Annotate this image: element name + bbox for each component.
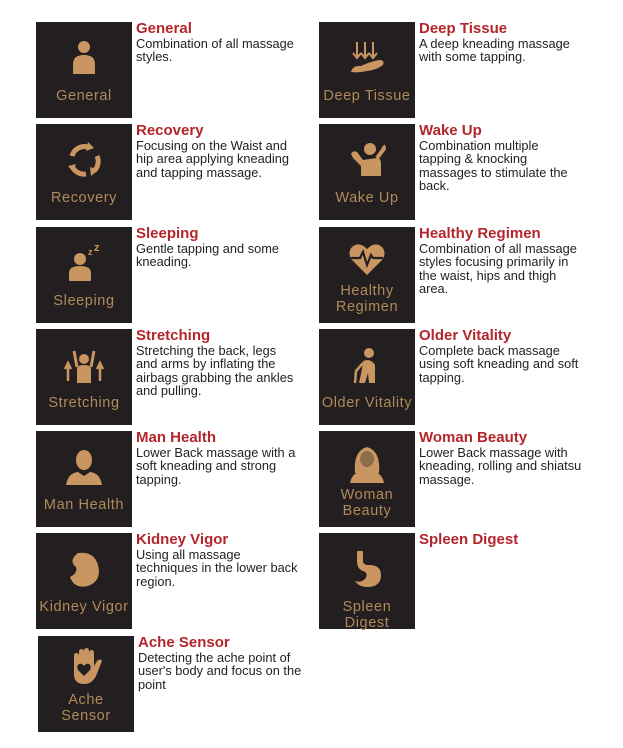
mode-description: Combination of all massage styles.	[136, 36, 294, 65]
mode-description: Detecting the ache point of user's body and focus on the point	[138, 650, 302, 692]
mode-description: A deep kneading massage with some tapping.	[419, 36, 570, 65]
tile-label: Deep Tissue	[323, 88, 411, 104]
kidney-icon	[64, 549, 104, 589]
mode-tile	[319, 329, 415, 425]
mode-description: Combination multiple tapping & knocking massages to stimulate the back.	[419, 138, 568, 194]
sleeping-icon	[64, 243, 104, 283]
svg-text:z: z	[94, 243, 100, 254]
mode-tile	[319, 22, 415, 118]
mode-title: Spleen Digest	[419, 531, 519, 548]
mode-title: Man Health	[136, 429, 217, 446]
stomach-icon	[347, 549, 387, 589]
mode-title: Older Vitality	[419, 327, 512, 344]
mode-description: Lower Back massage with kneading, rolling and shiatsu massage.	[419, 445, 582, 487]
mode-description: Combination of all massage styles focusing primarily in the waist, hips and thigh area.	[419, 241, 577, 297]
mode-title: Woman Beauty	[419, 429, 528, 446]
svg-text:z: z	[88, 247, 93, 257]
mode-title: Sleeping	[136, 225, 199, 242]
woman-icon	[347, 443, 387, 483]
mode-description: Gentle tapping and some kneading.	[136, 241, 279, 270]
mode-description: Stretching the back, legs and arms by inflating the airbags grabbing the ankles and pulling.	[136, 343, 294, 399]
mode-tile	[319, 124, 415, 220]
tile-label: Man Health	[43, 497, 125, 513]
tile-label: Wake Up	[335, 190, 399, 206]
tile-label: Sleeping	[53, 293, 115, 309]
man-icon	[64, 447, 104, 487]
elder-icon	[347, 345, 387, 385]
mode-title: Ache Sensor	[138, 634, 230, 651]
mode-title: General	[136, 20, 192, 37]
recovery-icon	[64, 140, 104, 180]
hand-heart-icon	[66, 646, 106, 686]
mode-tile	[36, 227, 132, 323]
tile-label: Ache Sensor	[61, 692, 111, 724]
tile-label: Spleen Digest	[342, 599, 392, 631]
mode-title: Recovery	[136, 122, 204, 139]
mode-tile	[36, 22, 132, 118]
mode-tile	[38, 636, 134, 732]
mode-tile	[36, 329, 132, 425]
tile-label: Stretching	[48, 395, 120, 411]
tile-label: Woman Beauty	[340, 487, 394, 519]
person-icon	[64, 38, 104, 78]
mode-description: Focusing on the Waist and hip area applying kneading and tapping massage.	[136, 138, 289, 180]
tile-label: Kidney Vigor	[39, 599, 129, 615]
mode-title: Kidney Vigor	[136, 531, 229, 548]
mode-description: Complete back massage using soft kneading and soft tapping.	[419, 343, 579, 385]
mode-title: Wake Up	[419, 122, 482, 139]
mode-title: Deep Tissue	[419, 20, 508, 37]
mode-title: Healthy Regimen	[419, 225, 541, 242]
tile-label: General	[56, 88, 112, 104]
tile-label: Recovery	[50, 190, 118, 206]
tile-label: Older Vitality	[321, 395, 413, 411]
mode-tile	[36, 431, 132, 527]
mode-title: Stretching	[136, 327, 211, 344]
tile-label: Healthy Regimen	[335, 283, 399, 315]
deep-tissue-icon	[347, 38, 387, 78]
mode-tile	[319, 533, 415, 629]
mode-tile	[36, 533, 132, 629]
heart-pulse-icon	[347, 239, 387, 279]
mode-tile	[319, 431, 415, 527]
mode-tile	[319, 227, 415, 323]
stretching-icon	[64, 345, 104, 385]
mode-description: Lower Back massage with a soft kneading and strong tapping.	[136, 445, 296, 487]
mode-description: Using all massage techniques in the lower back region.	[136, 547, 298, 589]
mode-tile	[36, 124, 132, 220]
wake-up-icon	[347, 140, 387, 180]
